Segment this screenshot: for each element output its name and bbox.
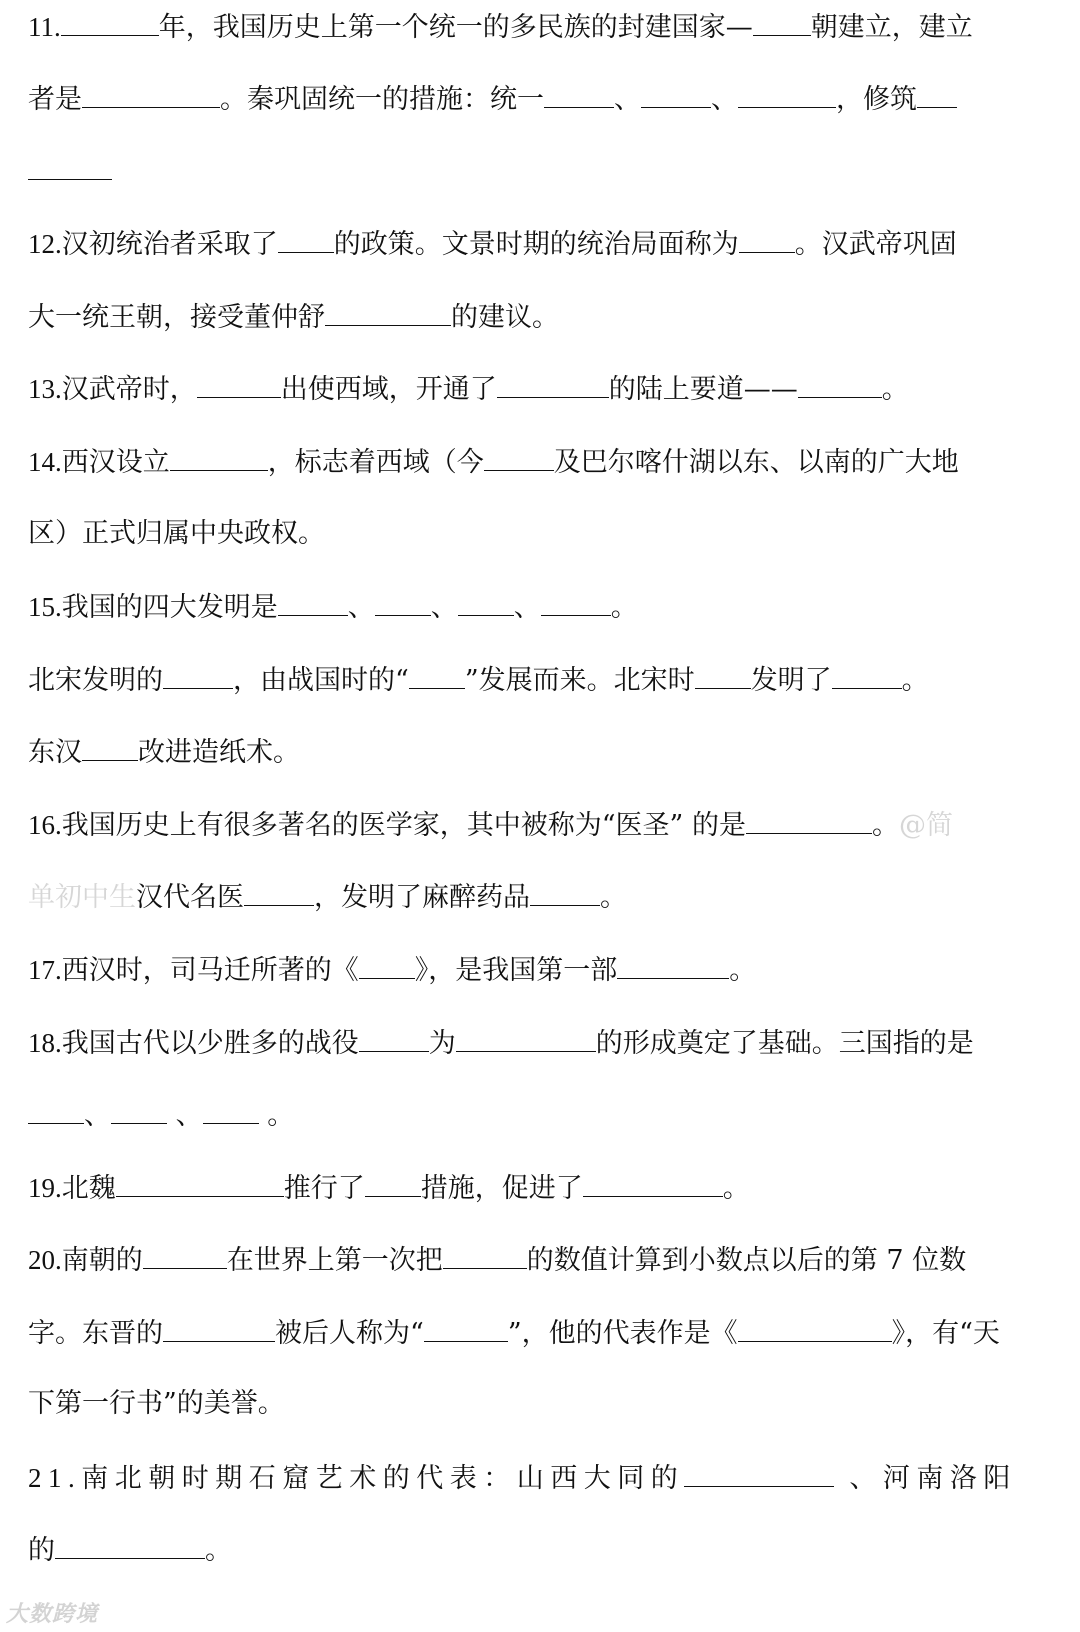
question-text: 、河南洛阳 [849, 1463, 1017, 1494]
question-text: 。 [871, 810, 899, 841]
question-text: 。 [729, 955, 757, 986]
answer-blank[interactable] [443, 1242, 527, 1269]
question-number: 14. [28, 447, 62, 477]
question-13-line-1 [28, 371, 1058, 407]
question-text: ，修筑 [836, 84, 917, 115]
answer-blank[interactable] [197, 371, 281, 398]
question-text: 汉武帝时， [61, 374, 197, 405]
answer-blank[interactable] [456, 1025, 596, 1052]
question-number: 12. [28, 229, 62, 259]
question-number: 21. [28, 1463, 82, 1493]
answer-blank[interactable] [641, 81, 711, 108]
answer-blank[interactable] [541, 589, 611, 616]
question-text: 汉代名医 [136, 882, 244, 913]
answer-blank[interactable] [111, 1097, 167, 1124]
question-text: 我国历史上有很多著名的医学家，其中被称为“医圣” 的是 [61, 810, 746, 841]
question-text: 推行了 [283, 1173, 365, 1204]
answer-blank[interactable] [203, 1097, 259, 1124]
answer-blank[interactable] [82, 734, 138, 761]
question-text: 。汉武帝巩固 [794, 229, 957, 260]
answer-blank[interactable] [746, 807, 872, 834]
question-text: 我国古代以少胜多的战役 [61, 1028, 359, 1059]
answer-blank[interactable] [143, 1242, 227, 1269]
question-text: 发明了 [750, 665, 832, 696]
question-11-line-1 [28, 9, 1058, 45]
question-text: 改进造纸术。 [138, 737, 300, 768]
question-text: 》，是我国第一部 [414, 955, 618, 986]
answer-blank[interactable] [497, 371, 609, 398]
question-text: 为 [428, 1028, 456, 1059]
question-15-line-2 [28, 662, 1058, 698]
question-text: 者是 [28, 84, 82, 115]
question-14-line-1 [28, 444, 1058, 480]
answer-blank[interactable] [617, 952, 729, 979]
question-12-line-2 [28, 299, 1058, 335]
answer-blank[interactable] [28, 153, 112, 180]
answer-blank[interactable] [458, 589, 514, 616]
question-20-line-2 [28, 1315, 1058, 1351]
question-14-line-2 [28, 517, 1058, 551]
question-text: 南北朝时期石窟艺术的代表：山西大同的 [81, 1463, 685, 1494]
separator: 、 [614, 84, 641, 115]
answer-blank[interactable] [375, 589, 431, 616]
question-text: 被后人称为“ [275, 1318, 424, 1349]
separator: 、 [430, 592, 458, 623]
question-text: 的形成奠定了基础。三国指的是 [595, 1028, 974, 1059]
separator: 、 [711, 84, 738, 115]
answer-blank[interactable] [917, 81, 957, 108]
answer-blank[interactable] [409, 662, 465, 689]
question-number: 20. [28, 1245, 62, 1275]
question-16-line-1 [28, 807, 1058, 843]
answer-blank[interactable] [163, 662, 233, 689]
separator: 、 [175, 1100, 203, 1131]
question-18-line-2 [28, 1097, 1058, 1133]
answer-blank[interactable] [684, 1460, 834, 1487]
corner-watermark: 大数跨境 [6, 1602, 99, 1627]
question-text: 的建议。 [451, 302, 559, 333]
question-text: 汉初统治者采取了 [61, 229, 278, 260]
answer-blank[interactable] [738, 81, 836, 108]
answer-blank[interactable] [359, 1025, 429, 1052]
question-21-line-1 [28, 1460, 1058, 1496]
question-text: 年，我国历史上第一个统一的多民族的封建国家— [158, 12, 753, 43]
question-text: 南朝的 [61, 1245, 143, 1276]
question-text: 在世界上第一次把 [226, 1245, 443, 1276]
question-text: ”，他的代表作是《 [507, 1318, 738, 1349]
question-11-line-3 [28, 153, 1058, 189]
question-text: ，发明了麻醉药品 [314, 882, 530, 913]
answer-blank[interactable] [738, 1315, 892, 1342]
question-text: 大一统王朝，接受董仲舒 [28, 302, 325, 333]
answer-blank[interactable] [359, 952, 415, 979]
question-text: 北宋发明的 [28, 665, 163, 696]
question-text: 的 [28, 1535, 55, 1566]
question-20-line-3 [28, 1387, 1058, 1421]
question-text: 及巴尔喀什湖以东、以南的广大地 [553, 447, 959, 478]
answer-blank[interactable] [798, 371, 882, 398]
question-12-line-1 [28, 226, 1058, 262]
question-text: 北魏 [61, 1173, 116, 1204]
answer-blank[interactable] [695, 662, 751, 689]
question-text: 朝建立，建立 [810, 12, 973, 43]
question-text: 。 [600, 882, 627, 913]
answer-blank[interactable] [28, 1097, 84, 1124]
question-text: 的陆上要道—— [608, 374, 798, 405]
separator: 、 [347, 592, 375, 623]
answer-blank[interactable] [244, 879, 314, 906]
question-21-line-2 [28, 1532, 1058, 1568]
separator: 、 [513, 592, 541, 623]
answer-blank[interactable] [753, 9, 811, 36]
answer-blank[interactable] [583, 1170, 723, 1197]
answer-blank[interactable] [278, 589, 348, 616]
question-text: ”发展而来。北宋时 [464, 665, 695, 696]
answer-blank[interactable] [325, 299, 451, 326]
question-text: 的数值计算到小数点以后的第 7 位数 [526, 1245, 967, 1276]
answer-blank[interactable] [484, 444, 554, 471]
question-text: 。 [267, 1100, 295, 1131]
answer-blank[interactable] [163, 1315, 275, 1342]
question-text: 的政策。文景时期的统治局面称为 [333, 229, 739, 260]
question-number: 15. [28, 592, 62, 622]
question-number: 18. [28, 1028, 62, 1058]
answer-blank[interactable] [82, 81, 220, 108]
question-15-line-1 [28, 589, 1058, 625]
question-text: 西汉时，司马迁所著的《 [61, 955, 359, 986]
answer-blank[interactable] [424, 1315, 508, 1342]
answer-blank[interactable] [365, 1170, 421, 1197]
answer-blank[interactable] [61, 9, 159, 36]
question-text: 。秦巩固统一的措施：统一 [220, 84, 544, 115]
question-text: 下第一行书”的美誉。 [28, 1388, 285, 1419]
question-19-line-1 [28, 1170, 1058, 1206]
question-number: 13. [28, 374, 62, 404]
question-18-line-1 [28, 1025, 1058, 1061]
question-text: 字。东晋的 [28, 1318, 163, 1349]
question-text: 。 [881, 374, 909, 405]
watermark-text: 单初中生 [28, 882, 136, 913]
question-text: 区）正式归属中央政权。 [28, 518, 325, 549]
question-17-line-1 [28, 952, 1058, 988]
question-text: 。 [610, 592, 638, 623]
question-number: 17. [28, 955, 62, 985]
question-text: 。 [722, 1173, 750, 1204]
question-text: ，标志着西域（今 [267, 447, 484, 478]
separator: 、 [84, 1100, 111, 1131]
answer-blank[interactable] [530, 879, 600, 906]
question-text: 措施，促进了 [420, 1173, 583, 1204]
question-number: 19. [28, 1173, 62, 1203]
question-11-line-2 [28, 81, 1058, 117]
answer-blank[interactable] [832, 662, 902, 689]
question-text: 》，有“天 [891, 1318, 1000, 1349]
question-number: 11. [28, 12, 61, 42]
question-text: 出使西域，开通了 [280, 374, 497, 405]
question-text: 我国的四大发明是 [61, 592, 278, 623]
question-text: 东汉 [28, 737, 82, 768]
question-text: ，由战国时的“ [233, 665, 409, 696]
question-15-line-3 [28, 734, 1058, 770]
question-text: 。 [901, 665, 929, 696]
question-text: 。 [205, 1535, 232, 1566]
answer-blank[interactable] [170, 444, 268, 471]
answer-blank[interactable] [116, 1170, 284, 1197]
answer-blank[interactable] [739, 226, 795, 253]
answer-blank[interactable] [544, 81, 614, 108]
question-number: 16. [28, 810, 62, 840]
question-text: 西汉设立 [61, 447, 170, 478]
answer-blank[interactable] [278, 226, 334, 253]
question-20-line-1 [28, 1242, 1058, 1278]
answer-blank[interactable] [55, 1532, 205, 1559]
watermark-text: @简 [898, 810, 953, 841]
question-16-line-2 [28, 879, 1058, 915]
